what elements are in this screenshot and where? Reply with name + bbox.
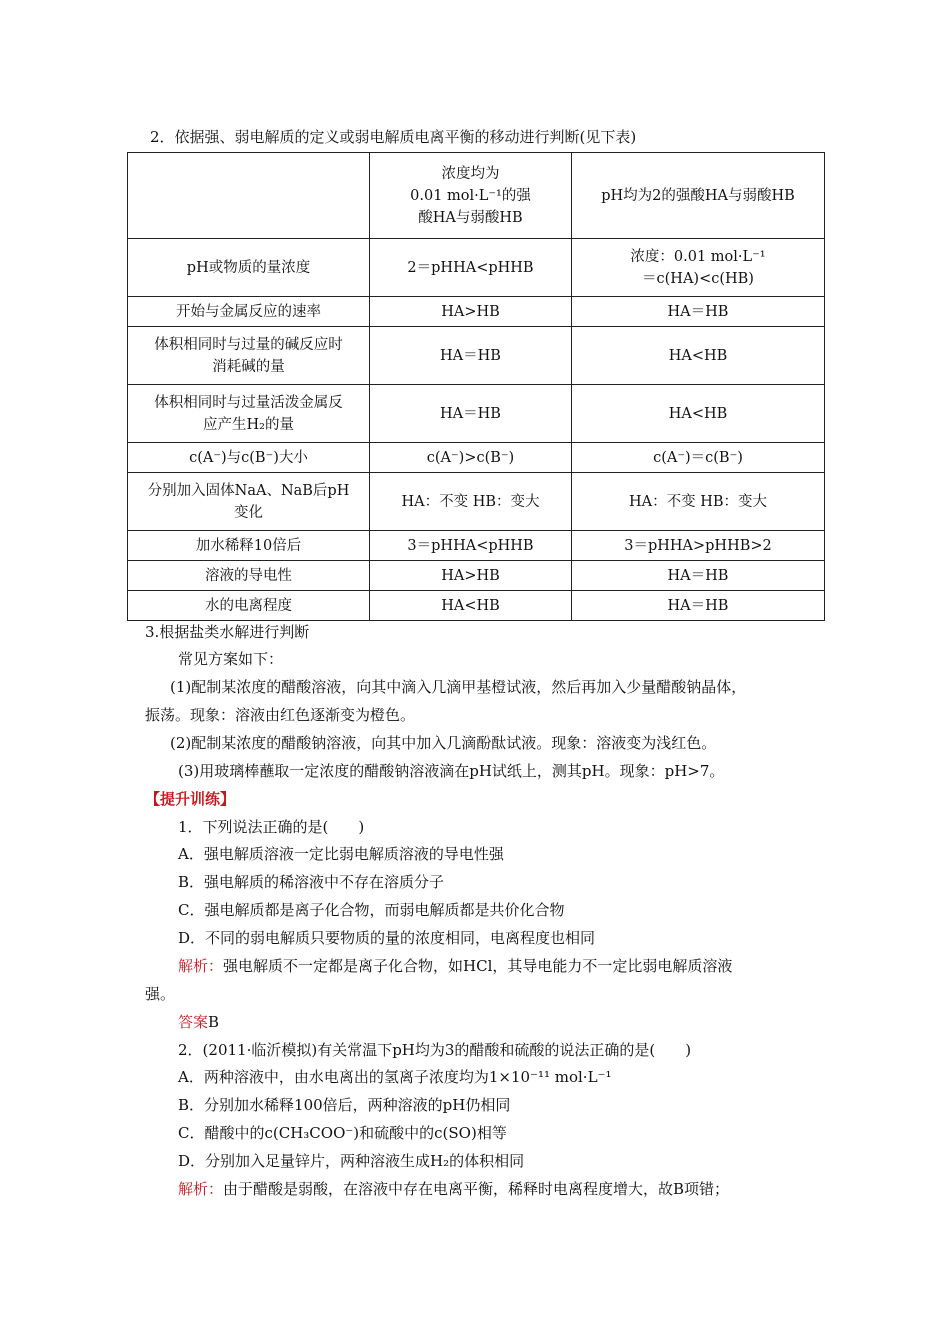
q1-analysis-label: 解析： [178,957,224,975]
table-header-row [128,153,825,239]
q2-option-d: D．分别加入足量锌片，两种溶液生成H₂的体积相同 [178,1152,525,1170]
scheme-2: (2)配制某浓度的醋酸钠溶液，向其中加入几滴酚酞试液。现象：溶液变为浅红色。 [170,734,717,752]
section-3-intro: 常见方案如下： [178,650,284,668]
q1-answer-label: 答案 [178,1013,209,1031]
practice-title: 【提升训练】 [145,790,236,808]
row-header-cell: 体积相同时与过量活泼金属反 应产生H₂的量 [128,385,370,443]
table-row [128,443,825,473]
equal-ph-cell: HA<HB [572,385,825,443]
table-row [128,473,825,531]
equal-ph-cell: HA＝HB [572,297,825,327]
equal-concentration-cell: HA＝HB [370,327,572,385]
q1-stem: 1．下列说法正确的是( ) [178,818,365,836]
row-header-cell: 分别加入固体NaA、NaB后pH 变化 [128,473,370,531]
row-header-cell: 加水稀释10倍后 [128,531,370,561]
equal-concentration-cell: HA>HB [370,561,572,591]
header-equal-ph: pH均为2的强酸HA与弱酸HB [572,153,825,239]
table-row [128,591,825,621]
q1-option-d: D．不同的弱电解质只要物质的量的浓度相同，电离程度也相同 [178,929,596,947]
q2-analysis [178,1178,729,1200]
equal-concentration-cell: 3＝pHHA<pHHB [370,531,572,561]
table-row [128,531,825,561]
table-row [128,239,825,297]
scheme-1-line-2: 振荡。现象：溶液由红色逐渐变为橙色。 [145,706,416,724]
section-2-heading: 2．依据强、弱电解质的定义或弱电解质电离平衡的移动进行判断(见下表) [150,128,637,146]
q1-analysis-cont: 强。 [145,985,176,1003]
row-header-cell: c(A⁻)与c(B⁻)大小 [128,443,370,473]
table-row [128,327,825,385]
equal-concentration-cell: HA>HB [370,297,572,327]
equal-concentration-cell: c(A⁻)>c(B⁻) [370,443,572,473]
q2-stem: 2．(2011·临沂模拟)有关常温下pH均为3的醋酸和硫酸的说法正确的是( ) [178,1041,692,1059]
q1-analysis-text: 强电解质不一定都是离子化合物，如HCl，其导电能力不一定比弱电解质溶液 [223,957,733,975]
q1-answer [178,1011,219,1033]
equal-concentration-cell: HA＝HB [370,385,572,443]
equal-ph-cell: HA<HB [572,327,825,385]
comparison-table [127,152,825,621]
q2-analysis-label: 解析： [178,1180,224,1198]
q2-option-a: A．两种溶液中，由水电离出的氢离子浓度均为1×10⁻¹¹ mol·L⁻¹ [178,1068,612,1086]
table-row [128,297,825,327]
q2-option-c: C．醋酸中的c(CH₃COO⁻)和硫酸中的c(SO)相等 [178,1124,507,1142]
scheme-1-line-1: (1)配制某浓度的醋酸溶液，向其中滴入几滴甲基橙试液，然后再加入少量醋酸钠晶体， [170,678,747,696]
row-header-cell: 水的电离程度 [128,591,370,621]
header-empty-cell [128,153,370,239]
table-row [128,385,825,443]
header-equal-concentration: 浓度均为 0.01 mol·L⁻¹的强 酸HA与弱酸HB [370,153,572,239]
row-header-cell: pH或物质的量浓度 [128,239,370,297]
q1-analysis [178,955,732,977]
q2-analysis-text: 由于醋酸是弱酸，在溶液中存在电离平衡，稀释时电离程度增大，故B项错； [223,1180,730,1198]
equal-ph-cell: 浓度：0.01 mol·L⁻¹ ＝c(HA)<c(HB) [572,239,825,297]
equal-concentration-cell: HA<HB [370,591,572,621]
q1-answer-value: B [208,1013,220,1031]
scheme-3: (3)用玻璃棒蘸取一定浓度的醋酸钠溶液滴在pH试纸上，测其pH。现象：pH>7。 [178,762,725,780]
q1-option-a: A．强电解质溶液一定比弱电解质溶液的导电性强 [178,845,504,863]
q1-option-b: B．强电解质的稀溶液中不存在溶质分子 [178,873,445,891]
equal-ph-cell: HA＝HB [572,591,825,621]
row-header-cell: 开始与金属反应的速率 [128,297,370,327]
equal-concentration-cell: HA：不变 HB：变大 [370,473,572,531]
section-3-title: 3.根据盐类水解进行判断 [145,623,310,641]
row-header-cell: 溶液的导电性 [128,561,370,591]
equal-ph-cell: HA＝HB [572,561,825,591]
q2-option-b: B．分别加水稀释100倍后，两种溶液的pH仍相同 [178,1096,511,1114]
row-header-cell: 体积相同时与过量的碱反应时 消耗碱的量 [128,327,370,385]
q1-option-c: C．强电解质都是离子化合物，而弱电解质都是共价化合物 [178,901,565,919]
equal-concentration-cell: 2＝pHHA<pHHB [370,239,572,297]
equal-ph-cell: 3＝pHHA>pHHB>2 [572,531,825,561]
table-row [128,561,825,591]
equal-ph-cell: c(A⁻)＝c(B⁻) [572,443,825,473]
equal-ph-cell: HA：不变 HB：变大 [572,473,825,531]
